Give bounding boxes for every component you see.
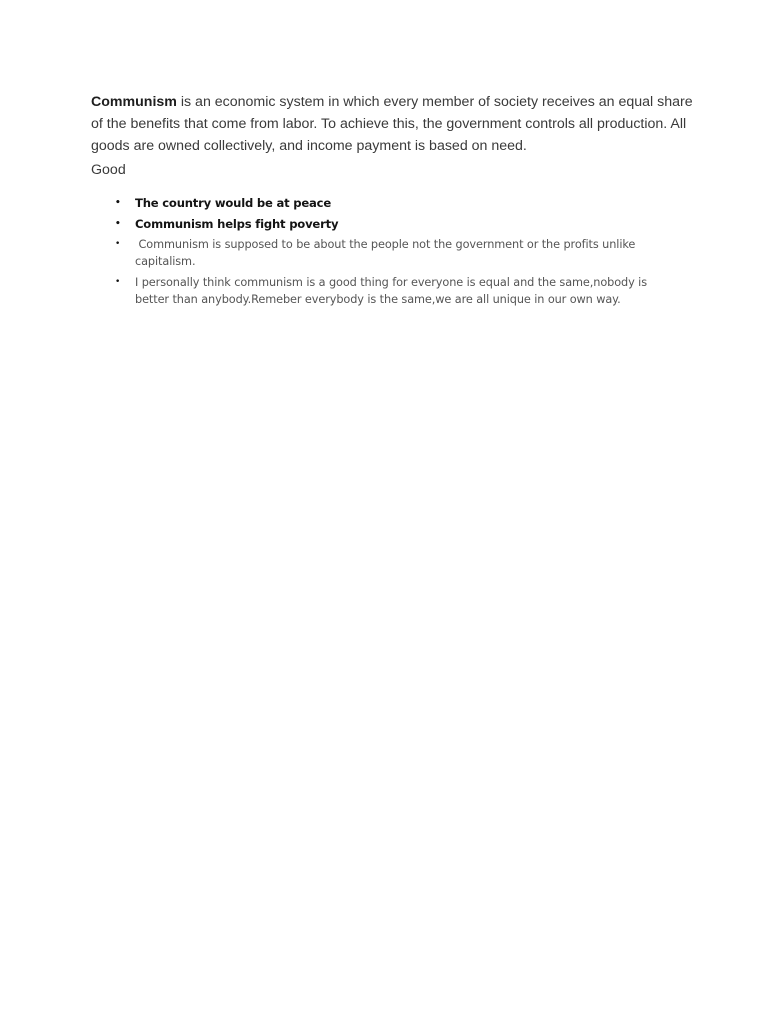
intro-text: is an economic system in which every member of society receives an equal share of the benefits that come from labor. To achieve this, the government controls all production. All goods are owned collectively, and income payment is based on need. [91,94,693,154]
bullet-icon: • [115,239,121,249]
list-item [0,214,655,235]
intro-paragraph [91,91,701,157]
intro-term: Communism [91,94,177,110]
bullet-icon: • [115,219,121,229]
bullet-icon: • [115,277,121,287]
section-heading: Good [91,162,126,178]
list-item-text: I personally think communism is a good thing for everyone is equal and the same,nobody is better than anybody.Remeber everybody is the same,we are all unique in our own way. [135,276,648,306]
bullet-list [0,193,768,312]
list-item-text: The country would be at peace [135,196,332,210]
list-item-text: Communism is supposed to be about the people not the government or the profits unlike capitalism. [135,238,639,268]
list-item-text: Communism helps fight poverty [135,217,339,231]
bullet-icon: • [115,198,121,208]
list-item [0,236,655,270]
list-item [0,193,655,214]
list-item [0,274,655,308]
